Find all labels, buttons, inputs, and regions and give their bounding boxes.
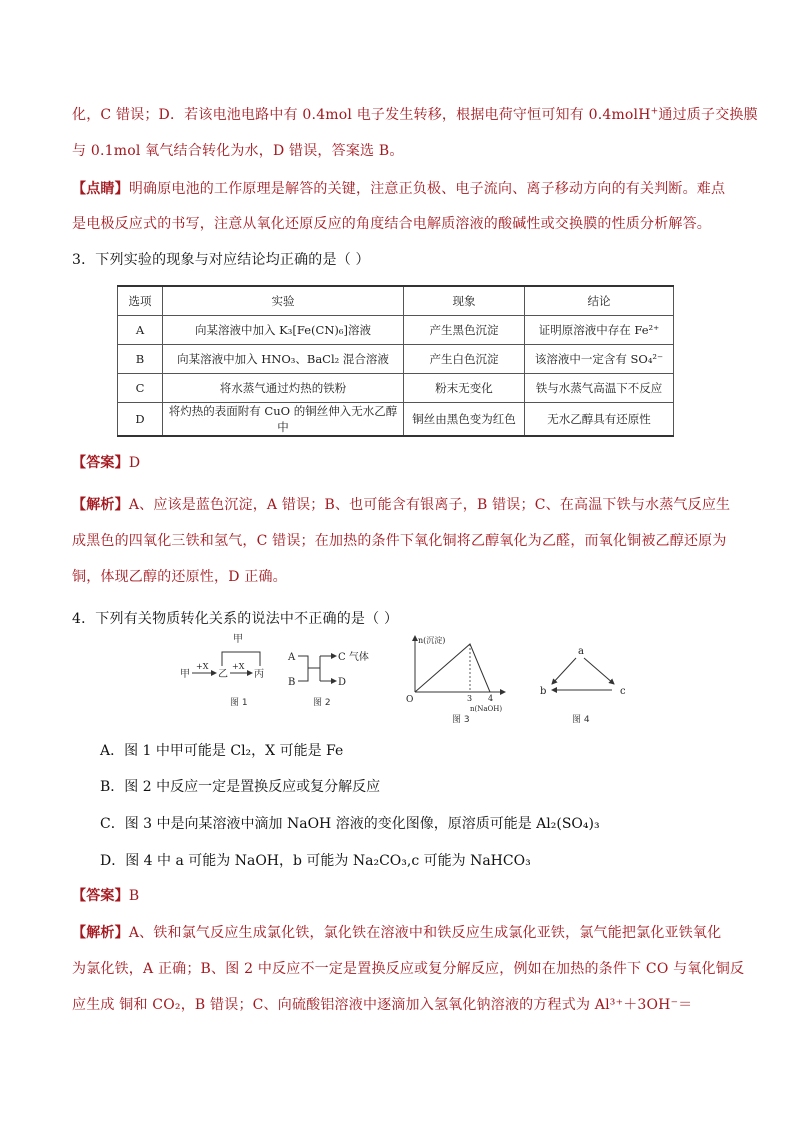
figure-1 (180, 633, 264, 708)
fig2-d: D (338, 677, 347, 688)
intro-line-1 (72, 104, 758, 124)
analysis-text: A、应该是蓝色沉淀，A 错误；B、也可能含有银离子，B 错误；C、在高温下铁与水蒸气反应生 (128, 497, 731, 513)
intro-line-1-sup: + (650, 106, 659, 117)
analysis-text: A、铁和氯气反应生成氯化铁，氯化铁在溶液中和铁反应生成氯化亚铁，氯气能把氯化亚铁氧化 (128, 925, 722, 941)
remark-tag: 【点睛】 (72, 181, 129, 197)
table-cell: 将灼热的表面附有 CuO 的铜丝伸入无水乙醇中 (163, 403, 404, 437)
q4-analysis-2: 为氯化铁，A 正确；B、图 2 中反应不一定是置换反应或复分解反应，例如在加热的条件下 CO 与氧化铜反 (72, 961, 745, 977)
fig3-tick-3: 3 (467, 694, 473, 703)
q4-option-b: B．图 2 中反应一定是置换反应或复分解反应 (100, 779, 381, 795)
fig1-right: 丙 (254, 669, 264, 680)
answer-value: D (128, 455, 141, 471)
fig4-caption: 图 4 (572, 715, 590, 725)
fig2-caption: 图 2 (313, 698, 331, 708)
q4-analysis-3: 应生成 铜和 CO₂，B 错误；C、向硫酸铝溶液中逐滴加入氢氧化钠溶液的方程式为 Al³⁺＋3OH⁻＝ (72, 997, 693, 1013)
header-experiment: 实验 (163, 286, 404, 316)
figure-4 (540, 646, 626, 725)
fig2-bracket-left (298, 656, 308, 681)
q3-analysis-2: 成黑色的四氧化三铁和氢气，C 错误；在加热的条件下氧化铜将乙醇氧化为乙醛，而氧化铜被乙醇还原为 (72, 533, 727, 549)
table-cell: B (118, 345, 163, 374)
table-cell: 粉末无变化 (404, 374, 525, 403)
analysis-tag: 【解析】 (72, 497, 129, 513)
fig4-arrow-ac (584, 658, 614, 684)
fig1-x2: +X (232, 662, 245, 671)
table-cell: A (118, 316, 163, 345)
q4-option-c: C．图 3 中是向某溶液中滴加 NaOH 溶液的变化图像，原溶质可能是 Al₂(SO₄)₃ (100, 816, 600, 832)
fig2-b: B (288, 677, 296, 688)
q4-answer (72, 885, 139, 905)
analysis-tag: 【解析】 (72, 925, 129, 941)
fig1-left: 甲 (180, 669, 190, 680)
fig4-c: c (620, 686, 626, 697)
table-cell: 向某溶液中加入 HNO₃、BaCl₂ 混合溶液 (163, 345, 404, 374)
answer-tag: 【答案】 (72, 455, 129, 471)
fig3-origin: O (406, 695, 414, 705)
fig3-caption: 图 3 (452, 715, 470, 725)
fig2-c: C 气体 (338, 652, 369, 663)
q4-option-a: A．图 1 中甲可能是 Cl₂，X 可能是 Fe (100, 743, 344, 759)
fig3-ylabel: n(沉淀) (418, 636, 446, 645)
fig1-x1: +X (196, 662, 209, 671)
q4-analysis-1 (72, 922, 721, 942)
q4-option-d: D．图 4 中 a 可能为 NaOH，b 可能为 Na₂CO₃,c 可能为 NaHCO₃ (100, 853, 531, 869)
fig3-tick-4: 4 (488, 694, 494, 703)
answer-tag: 【答案】 (72, 888, 129, 904)
header-phenomenon: 现象 (404, 286, 525, 316)
table-cell: 将水蒸气通过灼热的铁粉 (163, 374, 404, 403)
q4-figures (170, 630, 630, 730)
figure-3 (406, 635, 505, 725)
table-cell: C (118, 374, 163, 403)
fig3-curve (415, 644, 490, 692)
header-option: 选项 (118, 286, 163, 316)
table-cell: 铁与水蒸气高温下不反应 (525, 374, 674, 403)
fig1-top: 甲 (233, 634, 243, 645)
intro-line-1-b: 通过质子交换膜 (658, 107, 758, 123)
q3-experiment-table (117, 285, 674, 437)
table-cell: 向某溶液中加入 K₃[Fe(CN)₆]溶液 (163, 316, 404, 345)
figure-2 (287, 650, 369, 708)
q3-stem: 3．下列实验的现象与对应结论均正确的是（ ） (72, 252, 370, 268)
table-row (118, 316, 674, 345)
table-cell: 铜丝由黑色变为红色 (404, 403, 525, 437)
fig1-mid: 乙 (218, 669, 228, 680)
fig2-a: A (288, 652, 296, 663)
answer-value: B (128, 888, 140, 904)
q3-analysis-3: 铜，体现乙醇的还原性，D 正确。 (72, 569, 287, 585)
table-cell: D (118, 403, 163, 437)
remark-line-2: 是电极反应式的书写，注意从氧化还原反应的角度结合电解质溶液的酸碱性或交换膜的性质分析解答。 (72, 216, 711, 232)
q4-stem: 4．下列有关物质转化关系的说法中不正确的是（ ） (72, 611, 399, 627)
q3-analysis-1 (72, 494, 730, 514)
table-cell: 产生白色沉淀 (404, 345, 525, 374)
fig1-caption: 图 1 (230, 698, 248, 708)
fig4-a: a (578, 646, 584, 657)
intro-line-2: 与 0.1mol 氧气结合转化为水，D 错误，答案选 B。 (72, 143, 404, 159)
table-cell: 产生黑色沉淀 (404, 316, 525, 345)
table-header-row (118, 286, 674, 316)
remark-text-1: 明确原电池的工作原理是解答的关键，注意正负极、电子流向、离子移动方向的有关判断。难点 (128, 181, 726, 197)
table-cell: 无水乙醇具有还原性 (525, 403, 674, 437)
table-cell: 证明原溶液中存在 Fe²⁺ (525, 316, 674, 345)
intro-line-1-a: 化，C 错误；D．若该电池电路中有 0.4mol 电子发生转移，根据电荷守恒可知有 0.4molH (72, 107, 651, 123)
table-row (118, 374, 674, 403)
remark-line-1 (72, 178, 725, 198)
fig3-xlabel: n(NaOH) (470, 705, 503, 713)
header-conclusion: 结论 (525, 286, 674, 316)
fig4-b: b (540, 686, 547, 697)
q3-answer (72, 452, 140, 472)
table-row (118, 345, 674, 374)
fig4-arrow-ab (552, 658, 576, 684)
table-row (118, 403, 674, 437)
table-cell: 该溶液中一定含有 SO₄²⁻ (525, 345, 674, 374)
